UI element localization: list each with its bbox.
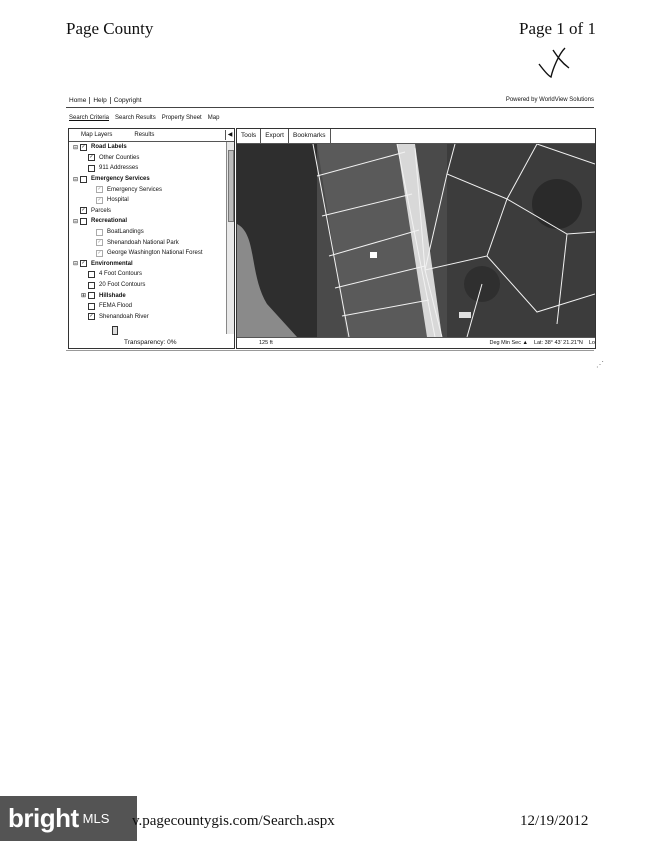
map-status-bar: [237, 337, 595, 348]
tools-button[interactable]: Tools: [237, 129, 261, 143]
layer-label: FEMA Flood: [99, 303, 133, 310]
layer-row: [69, 290, 225, 301]
layer-checkbox[interactable]: [80, 218, 87, 225]
tab-property-sheet[interactable]: Property Sheet: [161, 115, 202, 121]
layer-row: [69, 142, 225, 153]
layer-row: [69, 174, 225, 185]
layer-label: Environmental: [91, 260, 133, 267]
aerial-map-view[interactable]: [237, 144, 595, 337]
expand-toggle-icon[interactable]: ⊟: [72, 218, 79, 225]
layer-checkbox[interactable]: ✓: [89, 154, 94, 161]
expand-toggle-icon[interactable]: ⊟: [72, 261, 79, 268]
layer-row: [69, 269, 225, 280]
tab-results[interactable]: Results: [134, 132, 155, 138]
scale-label: 125 ft: [259, 340, 273, 346]
layer-checkbox[interactable]: [80, 176, 87, 183]
coordinate-mode-select[interactable]: Deg Min Sec ▲: [489, 340, 528, 346]
layer-list: [69, 142, 225, 334]
layer-row: [69, 280, 225, 291]
nav-home-link[interactable]: Home: [66, 97, 90, 104]
layer-checkbox[interactable]: ✓: [81, 143, 86, 150]
layer-label: George Washington National Forest: [107, 250, 203, 257]
layer-row: [69, 237, 225, 248]
resize-handle-icon: ⋰: [596, 360, 604, 369]
layers-panel: [68, 128, 235, 349]
divider: [66, 350, 594, 351]
layer-checkbox[interactable]: ✓: [97, 186, 102, 193]
layer-checkbox[interactable]: [96, 229, 103, 236]
brand-sub-text: MLS: [82, 811, 110, 826]
layer-checkbox[interactable]: [88, 271, 95, 278]
layer-checkbox[interactable]: ✓: [81, 260, 86, 267]
layer-label: 911 Addresses: [99, 165, 139, 172]
export-button[interactable]: Export: [261, 129, 289, 143]
nav-help-link[interactable]: Help: [90, 97, 110, 104]
layer-label: Hillshade: [99, 292, 126, 299]
layer-checkbox[interactable]: ✓: [89, 313, 94, 320]
layer-row: [69, 206, 225, 217]
powered-by-label: Powered by WorldView Solutions: [505, 97, 594, 103]
expand-toggle-icon[interactable]: ⊟: [72, 176, 79, 183]
main-tabs: [69, 115, 219, 121]
footer-date: 12/19/2012: [520, 813, 589, 829]
layer-row: [69, 301, 225, 312]
layer-checkbox[interactable]: [88, 292, 95, 299]
layer-label: Recreational: [91, 218, 128, 225]
layer-checkbox[interactable]: [88, 303, 95, 310]
layer-label: Emergency Services: [107, 186, 163, 193]
layer-row: [69, 163, 225, 174]
layer-row: [69, 153, 225, 164]
layer-checkbox[interactable]: [88, 282, 95, 289]
tab-search-criteria[interactable]: Search Criteria: [69, 115, 110, 121]
tab-map[interactable]: Map: [207, 115, 220, 121]
latitude-readout: Lat: 38° 43' 21.21"N: [533, 340, 583, 346]
handwritten-mark-icon: [535, 42, 575, 82]
layer-checkbox[interactable]: ✓: [97, 239, 102, 246]
layer-row: [69, 259, 225, 270]
top-navigation: [66, 93, 594, 108]
expand-toggle-icon[interactable]: ⊟: [72, 144, 79, 151]
layer-row: [69, 248, 225, 259]
map-panel: [236, 128, 596, 349]
transparency-slider[interactable]: [112, 326, 118, 335]
tab-search-results[interactable]: Search Results: [115, 115, 156, 121]
layer-checkbox[interactable]: ✓: [97, 196, 102, 203]
layer-list-scrollbar[interactable]: [226, 142, 234, 334]
layer-label: 20 Foot Contours: [99, 282, 146, 289]
layer-row: [69, 312, 225, 323]
brand-main-text: bright: [8, 803, 79, 833]
layer-label: Other Counties: [99, 154, 140, 161]
scrollbar-thumb[interactable]: [228, 150, 234, 222]
layer-label: 4 Foot Contours: [99, 271, 143, 278]
layer-label: Parcels: [91, 207, 112, 214]
tab-map-layers[interactable]: Map Layers: [81, 132, 113, 138]
header-county: Page County: [66, 19, 154, 38]
expand-toggle-icon[interactable]: ⊞: [80, 293, 87, 300]
layer-checkbox[interactable]: [88, 165, 95, 172]
footer-url: v.pagecountygis.com/Search.aspx: [132, 813, 335, 829]
layer-label: Emergency Services: [91, 176, 150, 183]
layer-label: Shenandoah River: [99, 313, 149, 320]
chevron-left-icon[interactable]: ◀: [225, 130, 234, 140]
layer-label: Shenandoah National Park: [107, 239, 179, 246]
layer-checkbox[interactable]: ✓: [97, 249, 102, 256]
layer-row: [69, 184, 225, 195]
nav-copyright-link[interactable]: Copyright: [113, 96, 142, 104]
bright-mls-watermark: [0, 796, 137, 841]
layer-label: Hospital: [107, 197, 129, 204]
longitude-readout: Lo: [588, 340, 595, 346]
layer-row: [69, 195, 225, 206]
header-page-number: Page 1 of 1: [519, 19, 596, 38]
bookmarks-button[interactable]: Bookmarks: [289, 129, 331, 143]
transparency-label: Transparency: 0%: [124, 339, 177, 346]
layer-label: BoatLandings: [107, 229, 144, 236]
layer-checkbox[interactable]: ✓: [81, 207, 86, 214]
layer-row: [69, 227, 225, 238]
layer-row: [69, 216, 225, 227]
layer-label: Road Labels: [91, 144, 127, 151]
